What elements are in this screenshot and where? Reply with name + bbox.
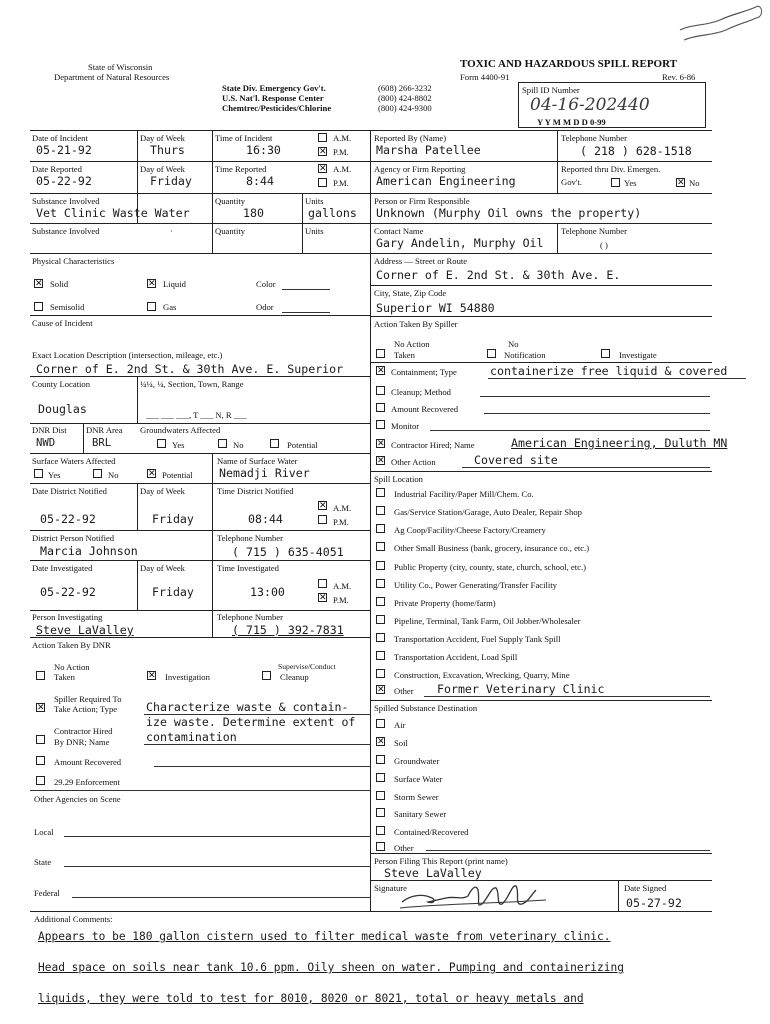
substance1-label: Substance Involved (32, 196, 100, 206)
cause-label: Cause of Incident (32, 318, 93, 328)
spill-id-format: Y Y M M D D 0-99 (537, 117, 606, 127)
other-action-value: Covered site (474, 453, 558, 467)
govt-yes-checkbox[interactable] (611, 178, 620, 187)
spill-loc-checkbox[interactable] (376, 488, 385, 497)
govt-yes-label: Yes (624, 178, 637, 188)
destination-item-label: Storm Sewer (394, 792, 439, 802)
spill-loc-item-label: Utility Co., Power Generating/Transfer Facility (394, 580, 557, 590)
enforcement-checkbox[interactable] (36, 776, 45, 785)
incident-time-label: Time of Incident (215, 133, 273, 143)
incident-am-label: A.M. (333, 133, 352, 143)
investigator-value: Steve LaValley (36, 623, 134, 637)
district-dow-value: Friday (152, 512, 194, 526)
district-pm-checkbox[interactable] (318, 515, 327, 524)
spiller-action-label: Action Taken By Spiller (374, 319, 458, 329)
investigated-date-value: 05-22-92 (40, 585, 96, 599)
reported-by-label: Reported By (Name) (374, 133, 447, 143)
spiller-required-label: Spiller Required To (54, 694, 122, 704)
dnr-supervise-label: Supervise/Conduct (278, 662, 336, 671)
spill-loc-checkbox[interactable] (376, 669, 385, 678)
form-revision: Rev. 6-86 (662, 72, 696, 82)
contact-tel-label: Telephone Number (561, 226, 627, 236)
filer-value: Steve LaValley (384, 866, 482, 880)
district-am-checkbox[interactable] (318, 501, 327, 510)
investigator-tel-label: Telephone Number (217, 612, 283, 622)
reported-by-tel-label: Telephone Number (561, 133, 627, 143)
incident-dow-value: Thurs (150, 143, 185, 157)
investigator-tel-value: ( 715 ) 392-7831 (232, 623, 344, 637)
district-am-label: A.M. (333, 503, 352, 513)
comments-line3: liquids, they were told to test for 8010, 8020 or 8021, total or heavy metals and (38, 992, 584, 1005)
destination-checkbox[interactable] (376, 791, 385, 800)
spill-loc-item-label: Private Property (home/farm) (394, 598, 496, 608)
investigated-am-checkbox[interactable] (318, 579, 327, 588)
spiller-investigate-checkbox[interactable] (601, 349, 610, 358)
destination-item-label: Air (394, 720, 406, 730)
physical-label: Physical Characteristics (32, 256, 115, 266)
district-dow-label: Day of Week (140, 486, 185, 496)
contractor-value: American Engineering, Duluth MN (511, 436, 728, 450)
dnr-area-value: BRL (92, 437, 112, 449)
spill-loc-item-label: Public Property (city, county, state, church, school, etc.) (394, 562, 586, 572)
signature-label: Signature (374, 883, 407, 893)
spill-loc-checkbox[interactable] (376, 633, 385, 642)
county-label: County Location (32, 379, 90, 389)
location-label: Exact Location Description (intersection, mileage, etc.) (32, 350, 223, 360)
investigated-time-label: Time Investigated (217, 563, 279, 573)
monitor-checkbox[interactable] (376, 420, 385, 429)
surface-water-name-label: Name of Surface Water (217, 456, 298, 466)
destination-item-label: Other (394, 843, 414, 853)
phone1: (608) 266-3232 (378, 83, 432, 93)
destination-checkbox[interactable] (376, 808, 385, 817)
investigated-date-label: Date Investigated (32, 563, 93, 573)
destination-item-label: Groundwater (394, 756, 440, 766)
contact-tel-value: ( ) (600, 240, 608, 250)
reported-am-checkbox[interactable] (318, 164, 327, 173)
spill-loc-other-label: Other (394, 686, 414, 696)
stamp-scribble-icon (672, 2, 768, 48)
comments-line2: Head space on soils near tank 10.6 ppm. Oily sheen on water. Pumping and containerizing (38, 961, 624, 974)
investigated-dow-label: Day of Week (140, 563, 185, 573)
spill-loc-other-checkbox[interactable] (376, 685, 385, 694)
sw-potential-checkbox[interactable] (147, 469, 156, 478)
containment-label: Containment; Type (391, 367, 457, 377)
spill-loc-item-label: Transportation Accident, Load Spill (394, 652, 518, 662)
investigated-pm-checkbox[interactable] (318, 593, 327, 602)
other-action-checkbox[interactable] (376, 456, 385, 465)
incident-time-value: 16:30 (246, 143, 281, 157)
destination-checkbox[interactable] (376, 826, 385, 835)
solid-checkbox[interactable] (34, 279, 43, 288)
spill-loc-item-label: Pipeline, Terminal, Tank Farm, Oil Jobber/Wholesaler (394, 616, 581, 626)
date-signed-value: 05-27-92 (626, 896, 682, 910)
contact-value: Gary Andelin, Murphy Oil (376, 236, 544, 250)
dnr-taken-checkbox[interactable] (36, 671, 45, 680)
state-label: State (34, 857, 52, 867)
odor-label: Odor (256, 302, 274, 312)
color-label: Color (256, 279, 276, 289)
district-time-value: 08:44 (248, 512, 283, 526)
time-reported-value: 8:44 (246, 174, 274, 188)
dnr-contractor-checkbox[interactable] (36, 735, 45, 744)
investigated-pm-label: P.M. (333, 595, 349, 605)
spill-loc-item-label: Construction, Excavation, Wrecking, Quarry, Mine (394, 670, 570, 680)
district-tel-value: ( 715 ) 635-4051 (232, 545, 344, 559)
spiller-taken-checkbox[interactable] (376, 349, 385, 358)
date-signed-label: Date Signed (624, 883, 667, 893)
federal-label: Federal (34, 888, 60, 898)
sw-no-checkbox[interactable] (93, 469, 102, 478)
contractor-checkbox[interactable] (376, 439, 385, 448)
take-action-label: Take Action; Type (54, 704, 118, 714)
destination-item-label: Soil (394, 738, 408, 748)
substance1-units-value: gallons (308, 206, 357, 220)
destination-checkbox[interactable] (376, 755, 385, 764)
comments-line1: Appears to be 180 gallon cistern used to filter medical waste from veterinary clinic. (38, 930, 611, 943)
destination-checkbox[interactable] (376, 773, 385, 782)
spill-loc-checkbox[interactable] (376, 561, 385, 570)
local-label: Local (34, 827, 54, 837)
investigated-am-label: A.M. (333, 581, 352, 591)
responsible-label: Person or Firm Responsible (374, 196, 470, 206)
dnr-area-label: DNR Area (86, 425, 123, 435)
incident-date-label: Date of Incident (32, 133, 88, 143)
city-label: City, State, Zip Code (374, 288, 447, 298)
incident-pm-label: P.M. (333, 147, 349, 157)
spiller-notification-label: Notification (504, 350, 546, 360)
containment-checkbox[interactable] (376, 366, 385, 375)
date-reported-label: Date Reported (32, 164, 82, 174)
spill-loc-checkbox[interactable] (376, 524, 385, 533)
phone2: (800) 424-8802 (378, 93, 432, 103)
form-title: TOXIC AND HAZARDOUS SPILL REPORT (460, 58, 678, 70)
comments-label: Additional Comments: (34, 914, 113, 924)
destination-checkbox[interactable] (376, 719, 385, 728)
investigated-dow-value: Friday (152, 585, 194, 599)
destination-label: Spilled Substance Destination (374, 703, 478, 713)
section-value: ___ ___ ___, T ___ N, R ___ (146, 410, 247, 420)
destination-item-label: Sanitary Sewer (394, 809, 447, 819)
spill-location-label: Spill Location (374, 474, 423, 484)
spill-loc-checkbox[interactable] (376, 651, 385, 660)
section-label: ¼¼, ¼, Section, Town, Range (140, 379, 244, 389)
county-value: Douglas (38, 402, 87, 416)
sw-no-label: No (108, 470, 119, 480)
district-date-label: Date District Notified (32, 486, 107, 496)
monitor-label: Monitor (391, 421, 420, 431)
govt-no-checkbox[interactable] (676, 178, 685, 187)
substance1-units-label: Units (305, 196, 324, 206)
district-date-value: 05-22-92 (40, 512, 96, 526)
div-emergency-label: Reported thru Div. Emergen. (561, 164, 661, 174)
amount-recovered-checkbox[interactable] (376, 403, 385, 412)
dnr-amount-checkbox[interactable] (36, 756, 45, 765)
spill-loc-item-label: Industrial Facility/Paper Mill/Chem. Co. (394, 489, 534, 499)
agency-value: American Engineering (376, 174, 516, 188)
groundwater-label: Groundwaters Affected (140, 425, 221, 435)
district-tel-label: Telephone Number (217, 533, 283, 543)
agency-label: Agency or Firm Reporting (374, 164, 466, 174)
containment-value: containerize free liquid & covered (490, 364, 728, 378)
surface-water-name-value: Nemadji River (219, 466, 310, 480)
dnr-amount-label: Amount Recovered (54, 757, 122, 767)
gw-yes-label: Yes (172, 440, 185, 450)
spiller-investigate-label: Investigate (619, 350, 657, 360)
dnr-dist-label: DNR Dist (32, 425, 67, 435)
center-line3: Chemtrec/Pesticides/Chlorine (222, 103, 332, 113)
center-line2: U.S. Nat'l. Response Center (222, 93, 324, 103)
date-reported-dow-label: Day of Week (140, 164, 185, 174)
spiller-notification-checkbox[interactable] (487, 349, 496, 358)
responsible-value: Unknown (Murphy Oil owns the property) (376, 206, 642, 220)
dnr-action-label: Action Taken By DNR (32, 640, 111, 650)
substance1-qty-label: Quantity (215, 196, 246, 206)
dnr-contractor-label2: By DNR; Name (54, 737, 110, 747)
govt-label: Gov't. (561, 177, 582, 187)
reported-pm-label: P.M. (333, 178, 349, 188)
substance2-units-label: Units (305, 226, 324, 236)
dnr-investigation-checkbox[interactable] (147, 671, 156, 680)
incident-dow-label: Day of Week (140, 133, 185, 143)
incident-pm-checkbox[interactable] (318, 147, 327, 156)
phone3: (800) 424-9300 (378, 103, 432, 113)
incident-date-value: 05-21-92 (36, 143, 92, 157)
spill-loc-checkbox[interactable] (376, 597, 385, 606)
spiller-no-label: No (508, 339, 519, 349)
spill-loc-checkbox[interactable] (376, 579, 385, 588)
reported-pm-checkbox[interactable] (318, 178, 327, 187)
dnr-contractor-label1: Contractor Hired (54, 726, 113, 736)
sw-potential-label: Potential (162, 470, 193, 480)
dnr-taken-label: Taken (54, 672, 75, 682)
surface-water-label: Surface Waters Affected (32, 456, 116, 466)
agency-line2: Department of Natural Resources (54, 72, 170, 82)
dnr-investigation-label: Investigation (165, 672, 210, 682)
govt-no-label: No (689, 178, 700, 188)
substance1-value: Vet Clinic Waste Water (36, 206, 190, 220)
take-action-value1: Characterize waste & contain- (146, 700, 349, 714)
enforcement-label: 29.29 Enforcement (54, 777, 120, 787)
spill-loc-checkbox[interactable] (376, 542, 385, 551)
location-value: Corner of E. 2nd St. & 30th Ave. E. Superior (36, 362, 344, 376)
center-line1: State Div. Emergency Gov't. (222, 83, 326, 93)
district-person-value: Marcia Johnson (40, 544, 138, 558)
take-action-checkbox[interactable] (36, 703, 45, 712)
cleanup-checkbox[interactable] (376, 386, 385, 395)
contact-label: Contact Name (374, 226, 424, 236)
liquid-checkbox[interactable] (147, 279, 156, 288)
spill-loc-other-value: Former Veterinary Clinic (437, 682, 605, 696)
district-pm-label: P.M. (333, 517, 349, 527)
substance1-qty-value: 180 (243, 206, 264, 220)
spiller-taken-label: Taken (394, 350, 415, 360)
substance2-dot: · (170, 226, 173, 236)
reported-by-tel-value: ( 218 ) 628-1518 (580, 144, 692, 158)
destination-item-label: Surface Water (394, 774, 443, 784)
incident-am-checkbox[interactable] (318, 133, 327, 142)
liquid-label: Liquid (163, 279, 186, 289)
spill-loc-item-label: Other Small Business (bank, grocery, insurance co., etc.) (394, 543, 590, 553)
spill-loc-item-label: Transportation Accident, Fuel Supply Tank Spill (394, 634, 561, 644)
destination-checkbox[interactable] (376, 737, 385, 746)
substance2-label: Substance Involved (32, 226, 100, 236)
take-action-value3: contamination (146, 730, 237, 744)
sw-yes-label: Yes (48, 470, 61, 480)
solid-label: Solid (50, 279, 69, 289)
time-reported-label: Time Reported (215, 164, 267, 174)
reported-by-value: Marsha Patellee (376, 143, 481, 157)
gw-no-label: No (233, 440, 244, 450)
address-label: Address — Street or Route (374, 256, 468, 266)
gw-yes-checkbox[interactable] (157, 439, 166, 448)
spill-id-label: Spill ID Number (522, 85, 580, 95)
other-action-label: Other Action (391, 457, 436, 467)
form-number: Form 4400-91 (460, 72, 510, 82)
city-value: Superior WI 54880 (376, 301, 495, 315)
spill-id-value: 04-16-202440 (530, 95, 650, 115)
spiller-no-action-label: No Action (394, 339, 430, 349)
spill-loc-item-label: Gas/Service Station/Garage, Auto Dealer, Repair Shop (394, 507, 582, 517)
amount-recovered-label: Amount Recovered (391, 404, 459, 414)
substance2-qty-label: Quantity (215, 226, 246, 236)
gas-label: Gas (163, 302, 177, 312)
other-agencies-label: Other Agencies on Scene (34, 794, 121, 804)
destination-checkbox[interactable] (376, 842, 385, 851)
gw-potential-label: Potential (287, 440, 318, 450)
dnr-cleanup-label: Cleanup (280, 672, 309, 682)
dnr-no-action-label: No Action (54, 662, 90, 672)
dnr-cleanup-checkbox[interactable] (262, 671, 271, 680)
sw-yes-checkbox[interactable] (34, 469, 43, 478)
semisolid-label: Semisolid (50, 302, 85, 312)
gas-checkbox[interactable] (147, 302, 156, 311)
gw-potential-checkbox[interactable] (270, 439, 279, 448)
date-reported-value: 05-22-92 (36, 174, 92, 188)
destination-item-label: Contained/Recovered (394, 827, 469, 837)
spill-loc-checkbox[interactable] (376, 506, 385, 515)
filer-label: Person Filing This Report (print name) (374, 856, 508, 866)
date-reported-dow-value: Friday (150, 174, 192, 188)
spill-loc-checkbox[interactable] (376, 615, 385, 624)
dnr-dist-value: NWD (36, 437, 56, 449)
district-time-label: Time District Notified (217, 486, 294, 496)
take-action-value2: ize waste. Determine extent of (146, 715, 356, 729)
investigator-label: Person Investigating (32, 612, 103, 622)
district-person-label: District Person Notified (32, 533, 115, 543)
cleanup-label: Cleanup; Method (391, 387, 451, 397)
spill-loc-item-label: Ag Coop/Facility/Cheese Factory/Creamery (394, 525, 546, 535)
investigated-time-value: 13:00 (250, 585, 285, 599)
address-value: Corner of E. 2nd St. & 30th Ave. E. (376, 268, 621, 282)
agency-line1: State of Wisconsin (88, 62, 153, 72)
reported-am-label: A.M. (333, 164, 352, 174)
gw-no-checkbox[interactable] (218, 439, 227, 448)
contractor-label: Contractor Hired; Name (391, 440, 475, 450)
semisolid-checkbox[interactable] (34, 302, 43, 311)
